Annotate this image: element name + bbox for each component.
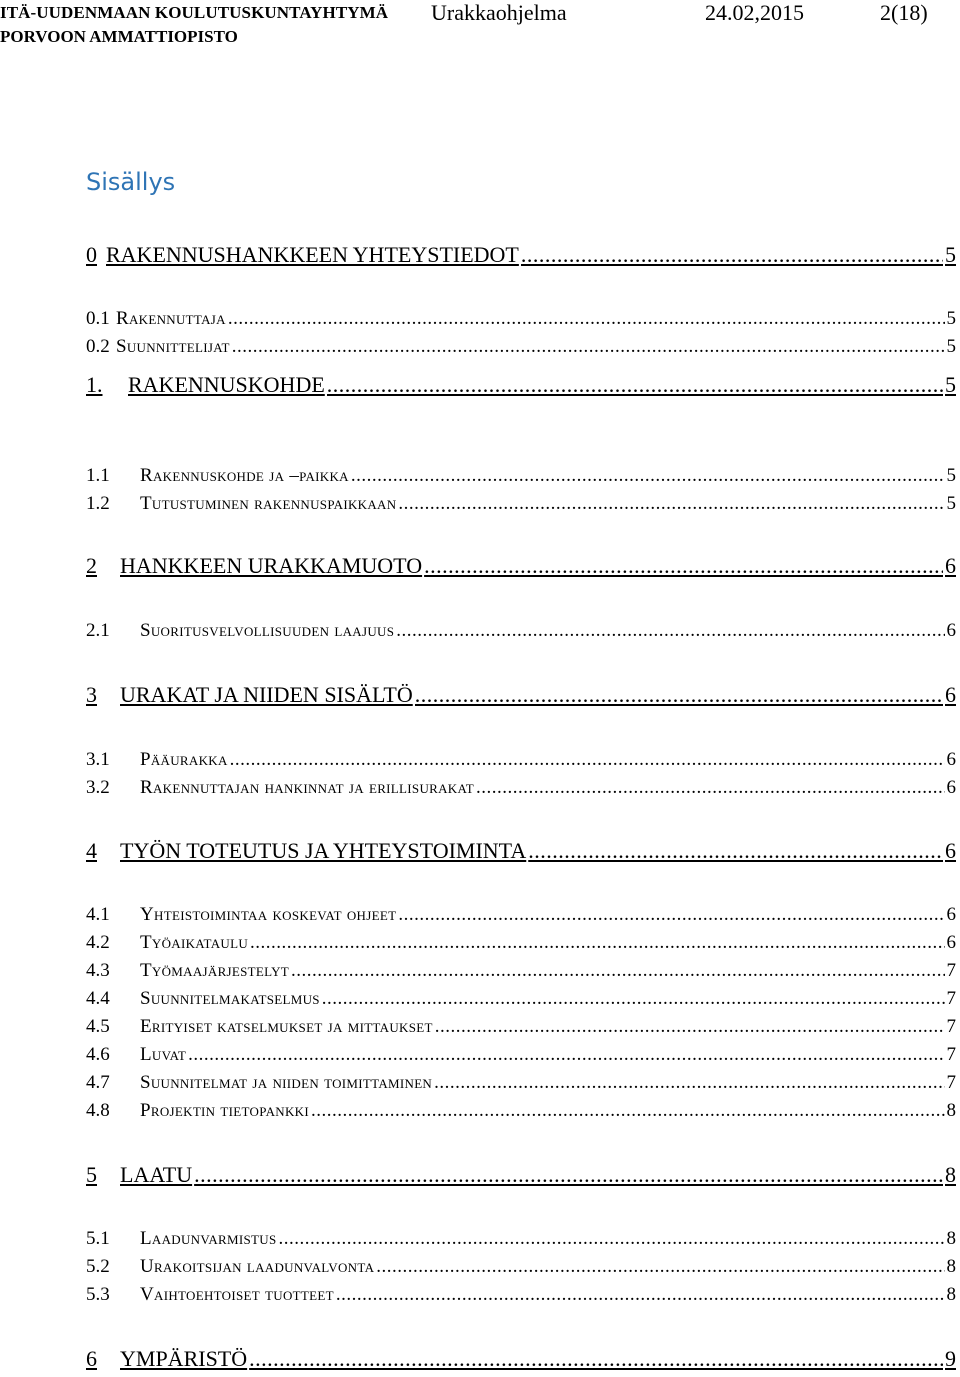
toc-entry-number: 3.2 [86, 777, 110, 798]
page-header [0, 0, 960, 50]
toc-entry-title: Rakennuttajan hankinnat ja erillisurakat [140, 777, 474, 798]
document-title: Urakkaohjelma [431, 0, 567, 25]
toc-entry-title: Luvat [140, 1044, 187, 1065]
organization-unit: PORVOON AMMATTIOPISTO [0, 27, 238, 46]
toc-entry-number: 4 [86, 838, 97, 863]
toc-entry-page: 6 [946, 932, 956, 953]
toc-entry-title: Pääurakka [140, 749, 228, 770]
toc-entry-title: LAATU [120, 1162, 193, 1187]
toc-entry-number: 4.4 [86, 988, 110, 1009]
toc-entry-number: 4.7 [86, 1072, 110, 1093]
toc-entry-title: Laadunvarmistus [140, 1228, 277, 1249]
toc-entry-title: Yhteistoimintaa koskevat ohjeet [140, 904, 397, 925]
toc-leader [435, 1016, 945, 1038]
toc-entry-page: 5 [946, 308, 956, 329]
toc-entry-title: Projektin tietopankki [140, 1100, 309, 1121]
toc-entry-number: 4.1 [86, 904, 110, 925]
toc-entry[interactable] [86, 1100, 956, 1124]
toc-leader [415, 682, 943, 708]
toc-leader [230, 749, 945, 771]
toc-leader [194, 1162, 943, 1188]
toc-leader [279, 1228, 945, 1250]
toc-entry-page: 6 [946, 620, 956, 641]
toc-entry-number: 4.6 [86, 1044, 110, 1065]
toc-entry-page: 6 [946, 749, 956, 770]
toc-entry-title: Suunnitelmat ja niiden toimittaminen [140, 1072, 433, 1093]
toc-entry-number: 1. [86, 372, 103, 397]
toc-leader [396, 620, 944, 642]
toc-leader [322, 988, 945, 1010]
toc-entry[interactable] [86, 465, 956, 489]
toc-entry-page: 7 [946, 1016, 956, 1037]
toc-leader [376, 1256, 944, 1278]
toc-leader [398, 904, 944, 926]
toc-entry-page: 8 [946, 1256, 956, 1277]
toc-entry-page: 6 [945, 553, 956, 578]
toc-entry[interactable] [86, 1256, 956, 1280]
toc-entry[interactable] [86, 242, 956, 272]
toc-entry-page: 8 [946, 1228, 956, 1249]
toc-entry[interactable] [86, 1228, 956, 1252]
toc-entry[interactable] [86, 1162, 956, 1192]
toc-entry[interactable] [86, 777, 956, 801]
toc-entry[interactable] [86, 336, 956, 360]
toc-entry[interactable] [86, 620, 956, 644]
toc-entry-page: 8 [946, 1284, 956, 1305]
toc-entry[interactable] [86, 1044, 956, 1068]
toc-entry-title: HANKKEEN URAKKAMUOTO [120, 553, 423, 578]
toc-entry-number: 5.1 [86, 1228, 110, 1249]
toc-leader [336, 1284, 945, 1306]
toc-entry-title: Vaihtoehtoiset tuotteet [140, 1284, 334, 1305]
toc-entry-page: 7 [946, 1072, 956, 1093]
toc-entry-number: 2.1 [86, 620, 110, 641]
toc-entry-number: 1.1 [86, 465, 110, 486]
toc-leader [250, 932, 944, 954]
toc-entry[interactable] [86, 932, 956, 956]
toc-entry[interactable] [86, 553, 956, 583]
page-number: 2(18) [880, 0, 928, 25]
toc-entry[interactable] [86, 960, 956, 984]
toc-entry-page: 9 [945, 1346, 956, 1371]
document-date: 24.02,2015 [705, 0, 804, 25]
toc-entry[interactable] [86, 749, 956, 773]
toc-entry[interactable] [86, 1072, 956, 1096]
toc-entry-title: Urakoitsijan laadunvalvonta [140, 1256, 375, 1277]
toc-entry-title: Suunnittelijat [116, 336, 230, 357]
toc-entry-title: URAKAT JA NIIDEN SISÄLTÖ [120, 682, 413, 707]
toc-entry-number: 1.2 [86, 493, 110, 514]
toc-entry-number: 4.8 [86, 1100, 110, 1121]
toc-entry[interactable] [86, 308, 956, 332]
toc-entry-title: RAKENNUSHANKKEEN YHTEYSTIEDOT [106, 242, 519, 267]
toc-entry[interactable] [86, 1284, 956, 1308]
toc-entry-number: 0 [86, 242, 97, 267]
toc-entry[interactable] [86, 838, 956, 868]
toc-entry-number: 3 [86, 682, 97, 707]
toc-entry-page: 6 [946, 904, 956, 925]
toc-leader [311, 1100, 945, 1122]
toc-entry-page: 5 [946, 493, 956, 514]
toc-entry-number: 5 [86, 1162, 97, 1187]
toc-entry-number: 5.3 [86, 1284, 110, 1305]
toc-leader [232, 336, 945, 358]
toc-entry-page: 6 [945, 682, 956, 707]
toc-leader [528, 838, 943, 864]
toc-leader [424, 553, 943, 579]
toc-entry-title: Rakennuskohde ja –paikka [140, 465, 349, 486]
toc-entry-number: 4.5 [86, 1016, 110, 1037]
organization-name: ITÄ-UUDENMAAN KOULUTUSKUNTAYHTYMÄ [0, 3, 389, 22]
toc-entry[interactable] [86, 372, 956, 402]
toc-entry-page: 5 [945, 242, 956, 267]
toc-leader [476, 777, 945, 799]
toc-entry[interactable] [86, 904, 956, 928]
toc-leader [291, 960, 944, 982]
toc-leader [351, 465, 945, 487]
toc-entry[interactable] [86, 1346, 956, 1376]
toc-entry-title: Työaikataulu [140, 932, 249, 953]
toc-entry-title: Tutustuminen rakennuspaikkaan [140, 493, 397, 514]
toc-entry-title: TYÖN TOTEUTUS JA YHTEYSTOIMINTA [120, 838, 527, 863]
toc-entry-title: Suoritusvelvollisuuden laajuus [140, 620, 395, 641]
toc-entry-number: 6 [86, 1346, 97, 1371]
toc-leader [521, 242, 943, 268]
toc-entry-number: 3.1 [86, 749, 110, 770]
toc-entry-title: Työmaajärjestelyt [140, 960, 290, 981]
toc-leader [398, 493, 944, 515]
toc-entry-page: 7 [946, 988, 956, 1009]
toc-entry-number: 2 [86, 553, 97, 578]
toc-entry-page: 5 [946, 465, 956, 486]
toc-entry-title: Rakennuttaja [116, 308, 226, 329]
toc-entry[interactable] [86, 988, 956, 1012]
toc-entry-title: RAKENNUSKOHDE [128, 372, 325, 397]
toc-entry-page: 6 [946, 777, 956, 798]
toc-entry-title: Erityiset katselmukset ja mittaukset [140, 1016, 433, 1037]
toc-entry-page: 8 [945, 1162, 956, 1187]
toc-entry-number: 0.1 [86, 308, 110, 329]
toc-entry-title: Suunnitelmakatselmus [140, 988, 320, 1009]
toc-heading: Sisällys [86, 168, 176, 196]
toc-entry-page: 7 [946, 1044, 956, 1065]
toc-leader [188, 1044, 944, 1066]
toc-entry-number: 0.2 [86, 336, 110, 357]
toc-entry-page: 6 [945, 838, 956, 863]
toc-entry-page: 5 [946, 336, 956, 357]
toc-leader [249, 1346, 943, 1372]
toc-entry-title: YMPÄRISTÖ [120, 1346, 248, 1371]
toc-leader [434, 1072, 944, 1094]
toc-entry[interactable] [86, 682, 956, 712]
toc-entry-page: 7 [946, 960, 956, 981]
toc-entry[interactable] [86, 1016, 956, 1040]
toc-entry-page: 8 [946, 1100, 956, 1121]
toc-entry-page: 5 [945, 372, 956, 397]
toc-entry[interactable] [86, 493, 956, 517]
toc-entry-number: 4.3 [86, 960, 110, 981]
toc-leader [228, 308, 945, 330]
toc-leader [327, 372, 943, 398]
toc-entry-number: 4.2 [86, 932, 110, 953]
toc-entry-number: 5.2 [86, 1256, 110, 1277]
